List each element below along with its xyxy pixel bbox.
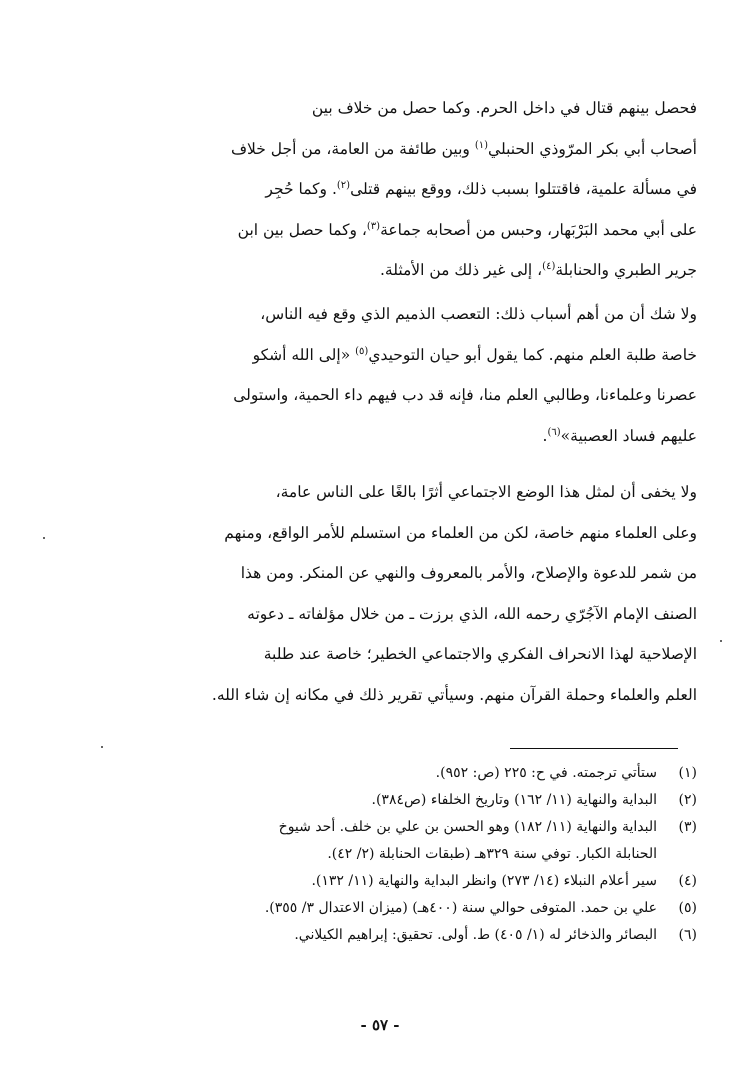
- footnote-item: [102, 787, 697, 814]
- text-line: أصحاب أبي بكر المرّوذي الحنبلي$^{(١)}$ وبين طائفة من العامة، من أجل خلاف: [230, 139, 697, 158]
- footnote-item: [102, 814, 697, 841]
- scan-speck: [101, 746, 103, 748]
- footnote-ref-5: (٥): [355, 345, 369, 357]
- footnote-text: علي بن حمد. المتوفى حوالي سنة (٤٠٠هـ) (ميزان الاعتدال ٣/ ٣٥٥).: [264, 900, 657, 916]
- footnote-ref-4: (٤): [542, 260, 556, 272]
- text-line: فحصل بينهم قتال في داخل الحرم. وكما حصل من خلاف بين: [311, 99, 697, 117]
- text-line: خاصة طلبة العلم منهم. كما يقول أبو حيان التوحيدي$^{(٥)}$ «إلى الله أشكو: [252, 345, 697, 364]
- text-line: على أبي محمد البَرْبَهار، وحبس من أصحابه جماعة$^{(٣)}$، وكما حصل بين ابن: [237, 220, 697, 239]
- footnote-text: سير أعلام النبلاء (١٤/ ٢٧٣) وانظر البداية والنهاية (١١/ ١٣٢).: [311, 873, 657, 889]
- footnote-continuation: الحنابلة الكبار. توفي سنة ٣٢٩هـ (طبقات الحنابلة (٢/ ٤٢).: [327, 846, 657, 862]
- page-number: - ٥٧ -: [360, 1016, 400, 1034]
- text-line: في مسألة علمية، فاقتتلوا بسبب ذلك، ووقع بينهم قتلى$^{(٢)}$. وكما حُجِر: [265, 179, 697, 198]
- text-line: من شمر للدعوة والإصلاح، والأمر بالمعروف والنهي عن المنكر. ومن هذا: [240, 564, 697, 582]
- paragraph-1: [102, 88, 697, 291]
- text-line: الإصلاحية لهذا الانحراف الفكري والاجتماعي الخطير؛ خاصة عند طلبة: [263, 645, 697, 663]
- text-line: جرير الطبري والحنابلة$^{(٤)}$، إلى غير ذلك من الأمثلة.: [379, 260, 697, 279]
- scan-speck: [720, 640, 722, 642]
- footnote-ref-2: (٢): [336, 179, 351, 191]
- footnote-text: البداية والنهاية (١١/ ١٦٢) وتاريخ الخلفاء (ص٣٨٤).: [371, 792, 657, 808]
- footnote-text: ستأتي ترجمته. في ح: ٢٢٥ (ص: ٩٥٢).: [435, 765, 657, 781]
- footnote-ref-3: (٣): [366, 220, 381, 232]
- footnote-number: (٦): [678, 927, 697, 943]
- footnote-divider: [510, 748, 678, 749]
- text-line: وعلى العلماء منهم خاصة، لكن من العلماء من استسلم للأمر الواقع، ومنهم: [224, 523, 697, 542]
- text-line: ولا يخفى أن لمثل هذا الوضع الاجتماعي أثرًا بالغًا على الناس عامة،: [275, 483, 697, 501]
- footnote-number: (٤): [678, 873, 697, 889]
- text-line: ولا شك أن من أهم أسباب ذلك: التعصب الذميم الذي وقع فيه الناس،: [260, 305, 697, 323]
- footnote-text: البداية والنهاية (١١/ ١٨٢) وهو الحسن بن علي بن خلف. أحد شيوخ: [278, 819, 657, 835]
- footnote-item: [102, 868, 697, 895]
- footnote-number: (١): [678, 765, 697, 781]
- footnote-ref-6: (٦): [547, 426, 561, 438]
- text-line: الصنف الإمام الآجُرّي رحمه الله، الذي برزت ـ من خلال مؤلفاته ـ دعوته: [247, 604, 697, 623]
- footnote-number: (٣): [678, 819, 697, 835]
- footnote-number: (٢): [678, 792, 697, 808]
- scan-speck: [43, 537, 45, 539]
- text-line: عصرنا وعلماءنا، وطالبي العلم منا، فإنه قد دب فيهم داء الحمية، واستولى: [233, 386, 697, 404]
- footnote-item: [102, 922, 697, 949]
- footnotes: [102, 760, 697, 949]
- text-line: العلم والعلماء وحملة القرآن منهم. وسيأتي تقرير ذلك في مكانه إن شاء الله.: [211, 685, 697, 704]
- footnote-item: [102, 760, 697, 787]
- paragraph-3: [102, 472, 697, 715]
- paragraph-2: [102, 294, 697, 456]
- footnote-text: البصائر والذخائر له (١/ ٤٠٥) ط. أولى. تحقيق: إبراهيم الكيلاني.: [294, 927, 657, 943]
- footnote-ref-1: (١): [474, 139, 489, 151]
- footnote-item: [102, 895, 697, 922]
- text-line: عليهم فساد العصبية»$^{(٦)}$.: [542, 426, 697, 445]
- footnote-number: (٥): [678, 900, 697, 916]
